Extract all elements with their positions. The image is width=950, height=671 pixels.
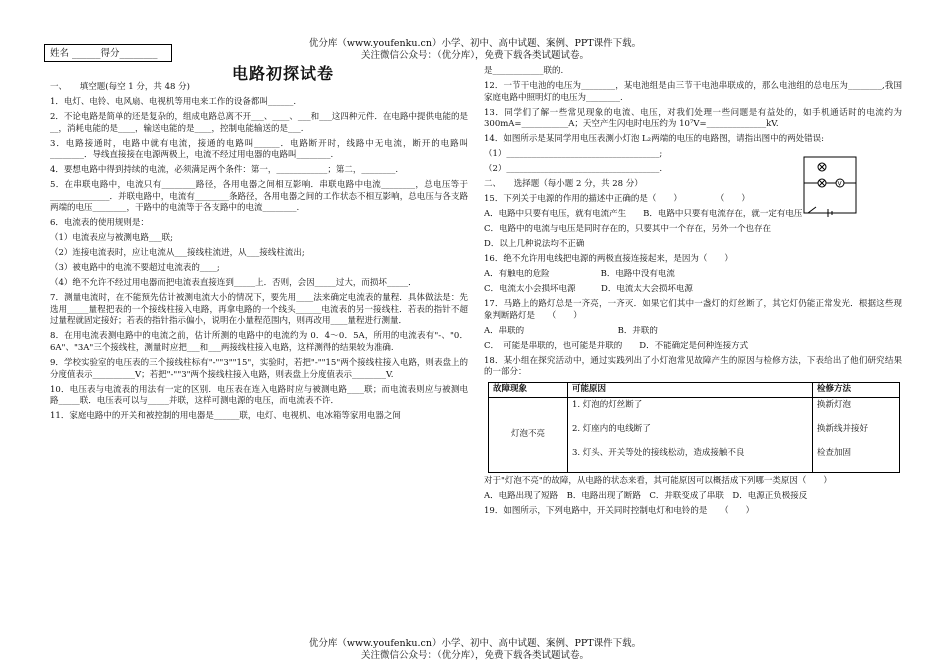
- question-17-options-ab: A．串联的 B．并联的: [484, 325, 658, 336]
- question-14: 14．如图所示是某同学用电压表测小灯泡 L₂两端的电压的电路图，请指出图中的两处错误:: [484, 134, 824, 145]
- footer-line-2: 关注微信公众号：（优分库），免费下载各类试题试卷。: [360, 650, 589, 661]
- question-14-answer-1: （1）____________________________________;: [484, 149, 663, 160]
- question-7: 7．测量电流时，在不能预先估计被测电流大小的情况下，要先用____法来确定电流表的量程．具体做法是：先选用_____量程把表的一个接线柱接入电路，再拿电路的一个线头______电流表的另一接线柱．若表的指针不超过量程就固定接好；若表的指针指示偏小，说明在小量程范围内，则再改用____量程进行测量．: [50, 293, 468, 327]
- question-17-options-cd: C． 可能是串联的，也可能是并联的 D．不能确定是何种连接方式: [484, 340, 749, 351]
- fault-causes: [568, 397, 813, 472]
- fault-method-2: 换新线并接好: [817, 423, 869, 434]
- header-cause: 可能原因: [568, 383, 813, 398]
- question-8: 8．在用电流表测电路中的电流之前，估计所测的电路中的电流约为 0．4～0．5A，所用的电流表有"-、"0．6A"、"3A"三个接线柱，测量时应把___和___两接线柱接入电路，这样测得的结果较为准确.: [50, 331, 468, 353]
- page-title: 电路初探试卷: [232, 64, 335, 83]
- question-6: 6．电流表的使用规则是：: [50, 218, 149, 229]
- question-15-option-c: C．电路中的电流与电压是同时存在的，只要其中一个存在，另外一个也存在: [484, 224, 772, 235]
- right-column: [484, 66, 902, 521]
- voltmeter-symbol: V: [837, 180, 842, 188]
- section-1-heading: 一、 填空题(每空 1 分，共 48 分): [50, 82, 190, 92]
- footer-line-1: 优分库（www.youfenku.cn）小学、初中、高中试题、案例、PPT课件下载。: [308, 638, 642, 649]
- question-10: 10．电压表与电流表的用法有一定的区别．电压表在连入电路时应与被测电路____联；而电流表则应与被测电路_____联．电压表可以与_____并联，这样可测电源的电压，而电流表不许．: [50, 384, 468, 407]
- question-15: 15．下列关于电源的作用的描述中正确的是（ ） （ ）: [484, 194, 750, 205]
- question-6-rule-1: （1）电流表应与被测电路___联;: [50, 233, 174, 244]
- switch-icon: [808, 207, 816, 213]
- fault-methods: [813, 397, 900, 472]
- question-18: 18．某小组在探究活动中，通过实践列出了小灯泡常见故障产生的原因与检修方法，下表给出了他们研究结果的一部分：: [484, 355, 902, 378]
- question-5: 5．在串联电路中，电流只有________路径，各用电器之间相互影响．串联电路中电流________，总电压等于______________．并联电路中，电流有________条路径，各用电器之间的工作状态不相互影响，总电压与各支路两端的电压________，干路中的电流等于各支路中的电流________.: [50, 180, 468, 214]
- question-18-options: A．电路出现了短路 B．电路出现了断路 C．并联变成了串联 D．电源正负极接反: [484, 490, 808, 501]
- fault-phenomenon: 灯泡不亮: [489, 397, 568, 472]
- circuit-wire-loop: [804, 157, 856, 213]
- question-15-options-ab: A．电路中只要有电压，就有电流产生 B．电路中只要有电流存在，就一定有电压: [484, 209, 803, 220]
- circuit-diagram: [800, 151, 862, 219]
- question-16-options-ab: A．有触电的危险 B．电路中没有电流: [484, 269, 675, 279]
- question-6-rule-4: （4）绝不允许不经过用电器而把电流表直接连到_____上．否则，会因_____过大，而损坏_____．: [50, 278, 417, 289]
- name-score-box: 姓名 ______得分________: [44, 44, 172, 62]
- question-12: 12．一节干电池的电压为________，某电池组是由三节干电池串联成的，那么电池组的总电压为________,我国家庭电路中照明灯的电压为________.: [484, 80, 902, 103]
- fault-cause-2: 2. 灯座内的电线断了: [572, 423, 651, 434]
- table-row: [489, 397, 900, 472]
- fault-method-3: 检查加固: [817, 447, 852, 458]
- header-phenomenon: 故障现象: [489, 383, 568, 398]
- fault-table: [488, 382, 900, 473]
- question-15-option-d: D．以上几种说法均不正确: [484, 239, 585, 250]
- header-method: 检修方法: [813, 383, 900, 398]
- question-16-options-cd: C．电流太小会损坏电源 D．电流太大会损坏电源: [484, 283, 693, 294]
- fault-method-1: 换新灯泡: [817, 399, 852, 410]
- question-11: 11．家庭电路中的开关和被控制的用电器是______联，电灯、电视机、电冰箱等家用电器之间: [50, 411, 401, 422]
- question-6-rule-2: （2）连接电流表时，应让电流从___接线柱流进，从___接线柱流出;: [50, 248, 305, 259]
- question-9: 9．学校实验室的电压表的三个接线柱标有"-""3""15"，实验时，若把"-""15"两个接线柱接入电路，则表盘上的分度值表示__________V；若把"-""3"两个接线柱接入电路，则表盘上分度值表示________V.: [50, 357, 468, 380]
- question-3: 3．电路接通时，电路中就有电流，接通的电路叫______．电路断开时，线路中无电流，断开的电路叫________．导线直接接在电源两极上，电流不经过用电器的电路叫________.: [50, 138, 468, 161]
- question-6-rule-3: （3）被电路中的电流不要超过电流表的____;: [50, 263, 220, 274]
- left-column: [50, 82, 468, 426]
- section-2-heading: 二、 选择题（每小题 2 分，共 28 分）: [484, 179, 643, 190]
- fault-table-header: [489, 383, 900, 398]
- question-11-tail: 是____________联的.: [484, 66, 564, 76]
- question-1: 1．电灯、电铃、电风扇、电视机等用电来工作的设备都叫______.: [50, 96, 297, 107]
- question-14-answer-2: （2）____________________________________.: [484, 164, 663, 175]
- question-13: 13．同学们了解一些常见现象的电流、电压，对我们处理一些问题是有益处的，如手机通话时的电流约为300mA=___________A；天空产生闪电时电压约为 10⁷V=______________kV.: [484, 107, 902, 130]
- question-19: 19．如图所示，下列电路中，开关同时控制电灯和电铃的是 （ ）: [484, 505, 755, 516]
- question-4: 4．要想电路中得到持续的电流，必须满足两个条件：第一，____________；第二，________.: [50, 165, 399, 176]
- question-18-ask: 对于"灯泡不亮"的故障，从电路的状态来看，其可能原因可以概括成下列哪一类原因（ ）: [484, 475, 832, 486]
- question-16: 16．绝不允许用电线把电源的两极直接连接起来，是因为（ ）: [484, 254, 733, 265]
- header-line-2: 关注微信公众号：（优分库），免费下载各类试题试卷。: [360, 50, 589, 61]
- question-2: 2．不论电路是简单的还是复杂的，组成电路总离不开___、____、___和___这四种元件．在电路中提供电能的是__，消耗电能的是____，输送电能的是____，控制电能输送的是___.: [50, 111, 468, 134]
- question-17: 17．马路上的路灯总是一齐亮，一齐灭．如果它们其中一盏灯的灯丝断了，其它灯仍能正常发光．根据这些现象判断路灯是 （ ）: [484, 298, 902, 321]
- fault-cause-3: 3. 灯头、开关等处的接线松动，造成接触不良: [572, 447, 745, 458]
- fault-cause-1: 1. 灯泡的灯丝断了: [572, 399, 643, 410]
- header-line-1: 优分库（www.youfenku.cn）小学、初中、高中试题、案例、PPT课件下载。: [308, 38, 642, 49]
